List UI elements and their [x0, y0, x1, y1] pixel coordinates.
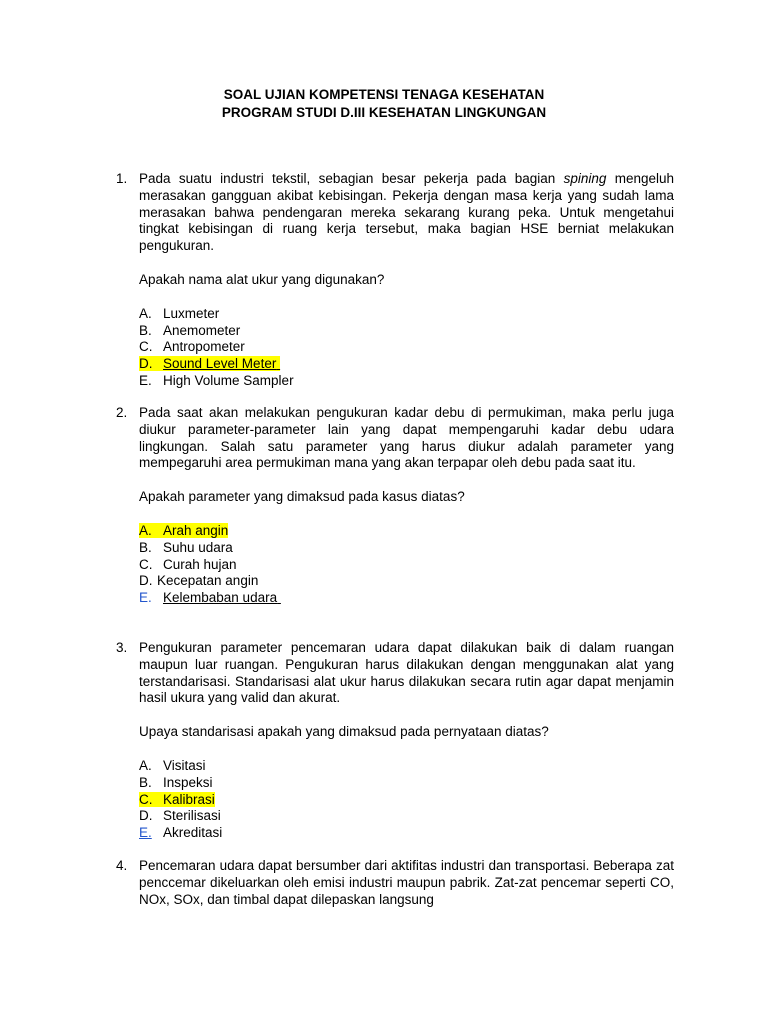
option-a: A. Luxmeter — [139, 305, 220, 321]
question-body — [139, 858, 674, 908]
question-text: Pencemaran udara dapat bersumber dari aktifitas industri dan transportasi. Beberapa zat penccemar dikeluarkan oleh emisi industri maupun pabrik. Zat-zat pencemar seperti CO, NOx, SOx, dan timbal dapat dilepaskan langsung — [139, 858, 674, 907]
option-b: B. Inspeksi — [139, 774, 213, 790]
question-body — [139, 405, 674, 607]
question-prompt: Apakah nama alat ukur yang digunakan? — [139, 271, 385, 287]
question-prompt: Apakah parameter yang dimaksud pada kasus diatas? — [139, 489, 465, 505]
question-text: Pengukuran parameter pencemaran udara dapat dilakukan baik di dalam ruangan maupun luar ruangan. Pengukuran harus dilakukan dengan menggunakan alat yang terstandarisasi. Standarisasi alat ukur harus dilakukan secara rutin agar dapat menjamin hasil ukura yang valid dan akurat. — [139, 640, 674, 706]
question-body — [139, 640, 674, 842]
question-prompt: Upaya standarisasi apakah yang dimaksud pada pernyataan diatas? — [139, 724, 549, 740]
option-b: B. Anemometer — [139, 322, 241, 338]
option-list — [139, 758, 674, 842]
option-a-answer: A. Arah angin — [139, 522, 229, 538]
option-list — [139, 306, 674, 390]
question-number: 1. — [116, 171, 128, 186]
document-title-line-2: PROGRAM STUDI D.III KESEHATAN LINGKUNGAN — [221, 105, 547, 120]
option-c: C. Curah hujan — [139, 556, 237, 572]
document-title-line-1: SOAL UJIAN KOMPETENSI TENAGA KESEHATAN — [223, 87, 545, 102]
question-number: 4. — [116, 858, 128, 873]
option-d: D. Kecepatan angin — [139, 573, 259, 589]
option-c: C. Antropometer — [139, 339, 245, 355]
option-list — [139, 523, 674, 607]
question-number: 3. — [116, 640, 128, 655]
option-b: B. Suhu udara — [139, 539, 233, 555]
option-e: E. Akreditasi — [139, 825, 223, 841]
option-c-answer: C. Kalibrasi — [139, 791, 215, 807]
question-number: 2. — [116, 405, 128, 420]
question-body — [139, 171, 674, 390]
question-text: Pada suatu industri tekstil, sebagian besar pekerja pada bagian spining mengeluh merasakan gangguan akibat kebisingan. Pekerja dengan masa kerja yang sudah lama merasakan bahwa pendengaran mereka sekarang kurang peka. Untuk mengetahui tingkat kebisingan di ruang kerja tersebut, maka bagian HSE berniat melakukan pengukuran. — [139, 171, 675, 254]
option-d-answer: D. Sound Level Meter — [139, 356, 674, 373]
option-e: E. High Volume Sampler — [139, 372, 294, 388]
option-e: E. Kelembaban udara — [139, 590, 278, 606]
option-d: D. Sterilisasi — [139, 808, 221, 824]
option-a: A. Visitasi — [139, 757, 206, 773]
question-text: Pada saat akan melakukan pengukuran kadar debu di permukiman, maka perlu juga diukur parameter-parameter lain yang dapat mempengaruhi kadar debu udara lingkungan. Salah satu parameter yang harus diukur adalah parameter yang mempegaruhi area permukiman mana yang akan terpapar oleh debu pada saat itu. — [139, 405, 674, 471]
